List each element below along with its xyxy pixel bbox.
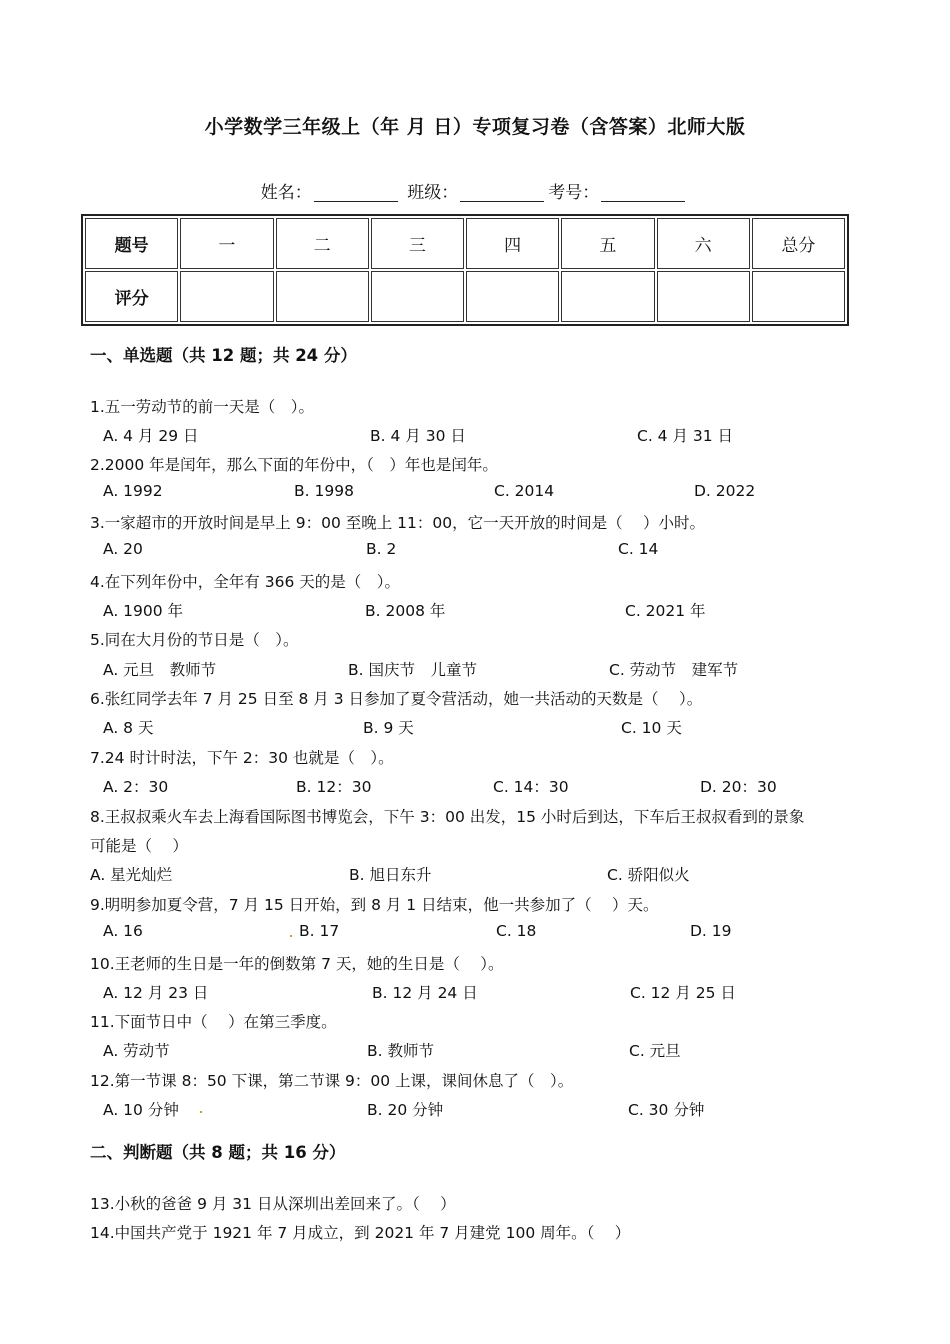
exam-no-label: 考号：: [548, 183, 600, 203]
q2-option-b[interactable]: B. 1998: [294, 482, 354, 500]
score-cell-3[interactable]: [371, 271, 464, 322]
header-cell-6: 六: [657, 218, 750, 269]
q1-option-a[interactable]: A. 4 月 29 日: [103, 427, 199, 445]
q4-option-b[interactable]: B. 2008 年: [365, 602, 446, 620]
q6-option-c[interactable]: C. 10 天: [621, 719, 682, 737]
q8-option-b[interactable]: B. 旭日东升: [349, 866, 432, 884]
q5-option-c[interactable]: C. 劳动节 建军节: [609, 661, 739, 679]
score-table-header-row: [85, 218, 845, 269]
q6-option-a[interactable]: A. 8 天: [103, 719, 154, 737]
q12-option-a[interactable]: A. 10 分钟: [103, 1101, 179, 1119]
question-10: 10.王老师的生日是一年的倒数第 7 天，她的生日是（ ）。: [90, 955, 504, 973]
q5-option-a[interactable]: A. 元旦 教师节: [103, 661, 217, 679]
q12-option-b[interactable]: B. 20 分钟: [367, 1101, 444, 1119]
q9-option-c[interactable]: C. 18: [496, 922, 537, 940]
q11-option-b[interactable]: B. 教师节: [367, 1042, 434, 1060]
q7-option-d[interactable]: D. 20：30: [700, 778, 777, 796]
q9-option-a[interactable]: A. 16: [103, 922, 143, 940]
q1-option-c[interactable]: C. 4 月 31 日: [637, 427, 734, 445]
q3-option-c[interactable]: C. 14: [618, 540, 659, 558]
score-row-label: 评分: [85, 271, 178, 322]
score-cell-4[interactable]: [466, 271, 559, 322]
score-cell-5[interactable]: [561, 271, 654, 322]
q3-option-b[interactable]: B. 2: [366, 540, 397, 558]
q2-option-d[interactable]: D. 2022: [694, 482, 756, 500]
question-8-line-2: 可能是（ ）: [90, 837, 188, 855]
name-blank[interactable]: [314, 184, 398, 202]
q2-option-c[interactable]: C. 2014: [494, 482, 555, 500]
question-6: 6.张红同学去年 7 月 25 日至 8 月 3 日参加了夏令营活动，她一共活动的天数是（ ）。: [90, 690, 703, 708]
page-title: 小学数学三年级上（年 月 日）专项复习卷（含答案）北师大版: [204, 116, 746, 138]
class-blank[interactable]: [460, 184, 544, 202]
stray-mark-2: [200, 1111, 202, 1113]
q12-option-c[interactable]: C. 30 分钟: [628, 1101, 705, 1119]
q4-option-a[interactable]: A. 1900 年: [103, 602, 184, 620]
question-5: 5.同在大月份的节日是（ ）。: [90, 631, 299, 649]
q11-option-c[interactable]: C. 元旦: [629, 1042, 681, 1060]
question-4: 4.在下列年份中，全年有 366 天的是（ ）。: [90, 573, 400, 591]
student-info-line: [0, 178, 950, 203]
question-3: 3.一家超市的开放时间是早上 9：00 至晚上 11：00，它一天开放的时间是（ ）小时。: [90, 514, 706, 532]
header-cell-2: 二: [276, 218, 369, 269]
q6-option-b[interactable]: B. 9 天: [363, 719, 414, 737]
header-cell-3: 三: [371, 218, 464, 269]
stray-mark: [290, 935, 292, 937]
score-cell-total[interactable]: [752, 271, 845, 322]
question-13: 13.小秋的爸爸 9 月 31 日从深圳出差回来了。（ ）: [90, 1195, 456, 1213]
header-cell-4: 四: [466, 218, 559, 269]
score-table: [81, 214, 849, 326]
q1-option-b[interactable]: B. 4 月 30 日: [370, 427, 466, 445]
question-8-line-1: 8.王叔叔乘火车去上海看国际图书博览会，下午 3：00 出发，15 小时后到达，下车后王叔叔看到的景象: [90, 808, 805, 826]
q7-option-c[interactable]: C. 14：30: [493, 778, 569, 796]
q10-option-c[interactable]: C. 12 月 25 日: [630, 984, 736, 1002]
exam-no-blank[interactable]: [601, 184, 685, 202]
header-cell-5: 五: [561, 218, 654, 269]
q4-option-c[interactable]: C. 2021 年: [625, 602, 706, 620]
q9-option-b[interactable]: B. 17: [299, 922, 340, 940]
section-heading-true-false: 二、判断题（共 8 题；共 16 分）: [90, 1143, 346, 1162]
question-2: 2.2000 年是闰年，那么下面的年份中，（ ）年也是闰年。: [90, 456, 498, 474]
question-9: 9.明明参加夏令营，7 月 15 日开始，到 8 月 1 日结束，他一共参加了（ ）天。: [90, 896, 659, 914]
header-cell-question-no: 题号: [85, 218, 178, 269]
q11-option-a[interactable]: A. 劳动节: [103, 1042, 170, 1060]
q8-option-c[interactable]: C. 骄阳似火: [607, 866, 690, 884]
score-table-score-row: [85, 271, 845, 322]
score-cell-1[interactable]: [180, 271, 273, 322]
q7-option-a[interactable]: A. 2：30: [103, 778, 169, 796]
class-label: 班级：: [407, 183, 459, 203]
section-heading-single-choice: 一、单选题（共 12 题；共 24 分）: [90, 346, 357, 365]
q10-option-a[interactable]: A. 12 月 23 日: [103, 984, 209, 1002]
q9-option-d[interactable]: D. 19: [690, 922, 732, 940]
header-cell-1: 一: [180, 218, 273, 269]
name-label: 姓名：: [260, 183, 312, 203]
question-14: 14.中国共产党于 1921 年 7 月成立，到 2021 年 7 月建党 100 周年。（ ）: [90, 1224, 631, 1242]
q8-option-a[interactable]: A. 星光灿烂: [90, 866, 173, 884]
score-cell-2[interactable]: [276, 271, 369, 322]
question-11: 11.下面节日中（ ）在第三季度。: [90, 1013, 337, 1031]
q7-option-b[interactable]: B. 12：30: [296, 778, 372, 796]
question-1: 1.五一劳动节的前一天是（ ）。: [90, 398, 315, 416]
score-cell-6[interactable]: [657, 271, 750, 322]
q10-option-b[interactable]: B. 12 月 24 日: [372, 984, 478, 1002]
header-cell-total: 总分: [752, 218, 845, 269]
q3-option-a[interactable]: A. 20: [103, 540, 143, 558]
question-12: 12.第一节课 8：50 下课，第二节课 9：00 上课，课间休息了（ ）。: [90, 1072, 574, 1090]
question-7: 7.24 时计时法，下午 2：30 也就是（ ）。: [90, 749, 394, 767]
q2-option-a[interactable]: A. 1992: [103, 482, 163, 500]
q5-option-b[interactable]: B. 国庆节 儿童节: [348, 661, 477, 679]
